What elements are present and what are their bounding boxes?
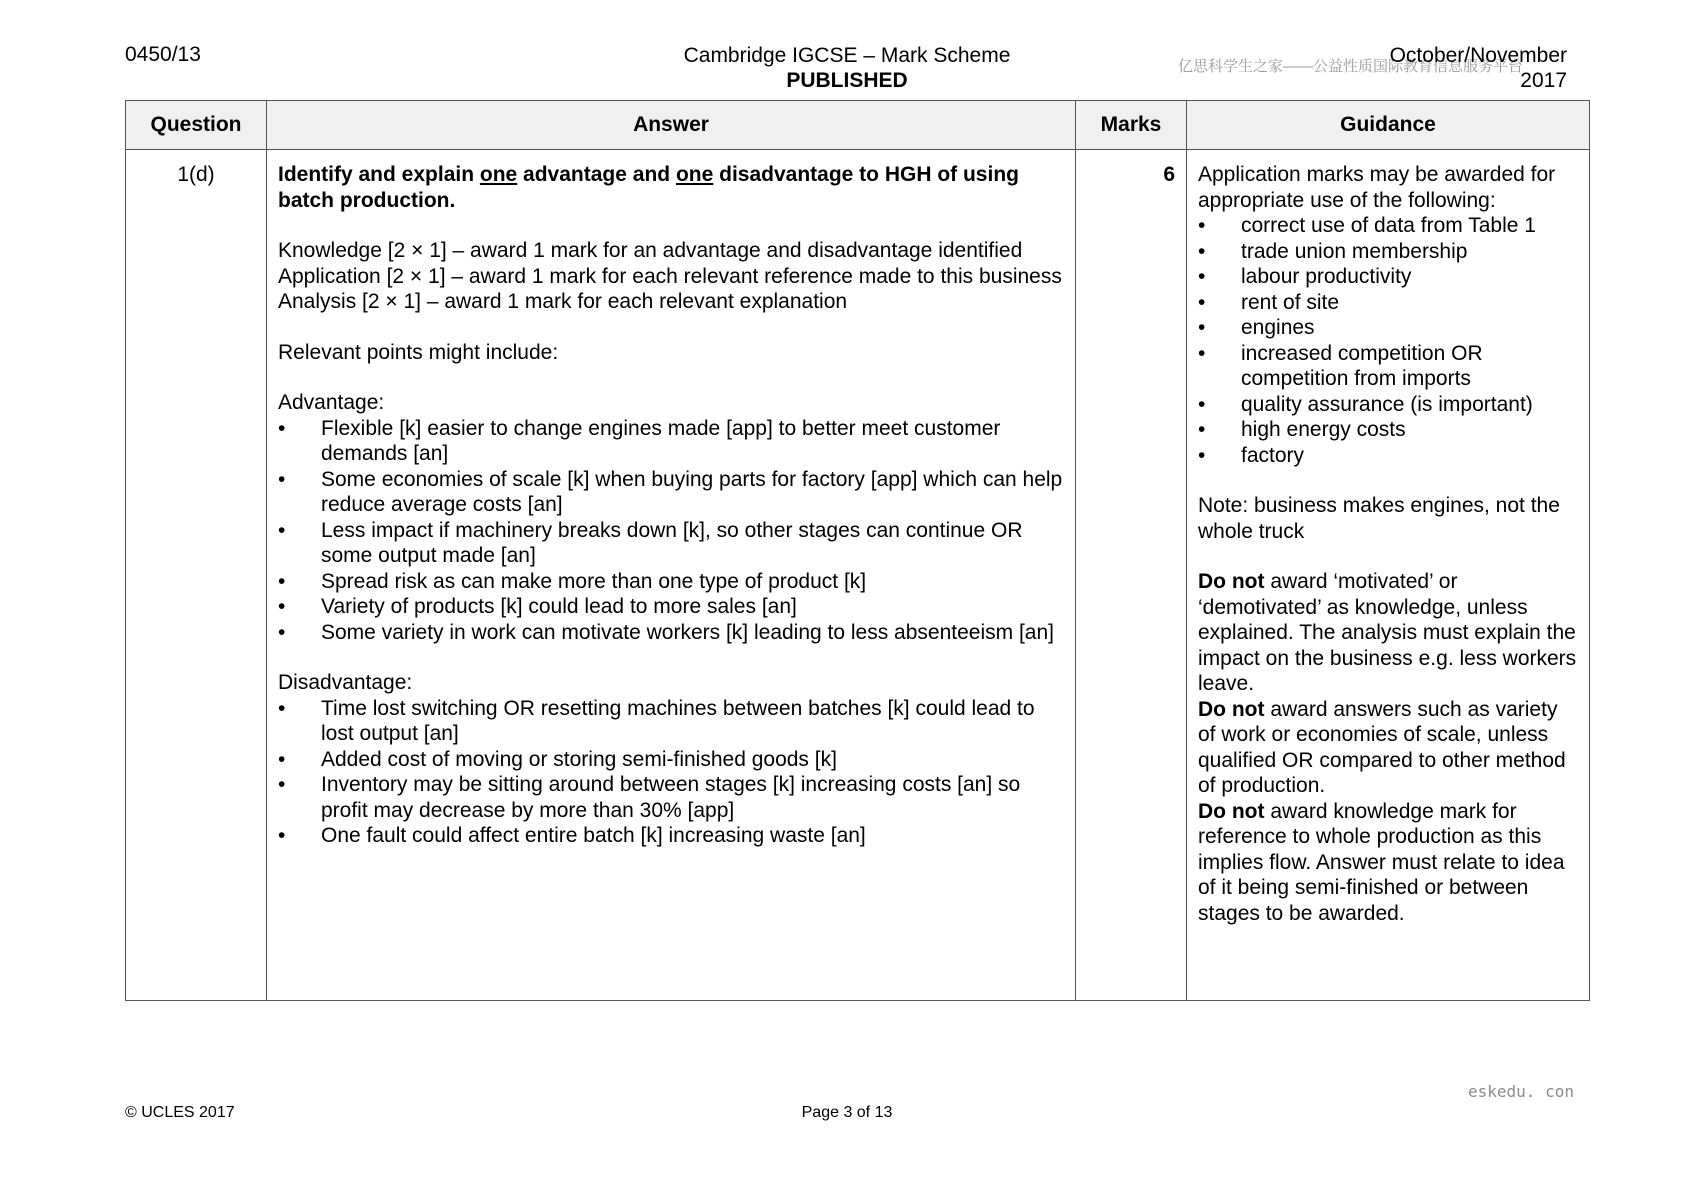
disadvantage-heading: Disadvantage: [278, 671, 413, 694]
answer-cell [267, 150, 1076, 1001]
list-item: • trade union membership [1198, 239, 1578, 265]
published-label: PUBLISHED [786, 69, 908, 92]
guidance-column-header: Guidance [1187, 101, 1590, 150]
paper-code: 0450/13 [125, 43, 201, 66]
list-item: • Some variety in work can motivate workers [k] leading to less absenteeism [an] [278, 620, 1064, 646]
exam-session [1390, 43, 1567, 93]
list-item: • Added cost of moving or storing semi-finished goods [k] [278, 747, 1064, 773]
guidance-do-not-2: Do not award answers such as variety of work or economies of scale, unless qualified OR compared to other method of production. [1198, 697, 1566, 797]
list-item: • Some economies of scale [k] when buying parts for factory [app] which can help reduce average costs [an] [278, 467, 1064, 518]
guidance-do-not-3: Do not award knowledge mark for reference to whole production as this implies flow. Answer must relate to idea of it being semi-finished or between stages to be awarded. [1198, 799, 1565, 925]
analysis-criterion: Analysis [2 × 1] – award 1 mark for each relevant explanation [278, 290, 848, 313]
marks-value: 6 [1076, 150, 1187, 1001]
list-item: • labour productivity [1198, 264, 1578, 290]
list-item: • One fault could affect entire batch [k] increasing waste [an] [278, 823, 1064, 849]
guidance-do-not-1: Do not award ‘motivated’ or ‘demotivated’ as knowledge, unless explained. The analysis must explain the impact on the business e.g. less workers leave. [1198, 570, 1577, 695]
knowledge-criterion: Knowledge [2 × 1] – award 1 mark for an advantage and disadvantage identified [278, 239, 1023, 262]
guidance-cell [1187, 150, 1590, 1001]
copyright: © UCLES 2017 [125, 1104, 235, 1121]
guidance-intro: Application marks may be awarded for appropriate use of the following: [1198, 163, 1556, 212]
list-item: • Time lost switching OR resetting machines between batches [k] could lead to lost output [an] [278, 696, 1064, 747]
question-number: 1(d) [126, 150, 267, 1001]
relevant-points-label: Relevant points might include: [278, 340, 559, 364]
question-column-header: Question [126, 101, 267, 150]
question-prompt: Identify and explain one advantage and one disadvantage to HGH of using batch production. [278, 163, 1019, 212]
marks-column-header: Marks [1076, 101, 1187, 150]
list-item: • factory [1198, 443, 1578, 469]
disadvantage-list [278, 696, 1064, 849]
list-item: • Inventory may be sitting around between stages [k] increasing costs [an] so profit may decrease by more than 30% [app] [278, 772, 1064, 823]
guidance-note: Note: business makes engines, not the whole truck [1198, 494, 1560, 543]
watermark-text: 亿思科学生之家——公益性质国际教育信息服务平台 [1178, 58, 1524, 75]
session-label: October/November [1389, 44, 1567, 67]
session-year: 2017 [1520, 69, 1567, 92]
document-title: Cambridge IGCSE – Mark Scheme [683, 44, 1011, 67]
site-watermark: eskedu. con [1468, 1082, 1574, 1101]
page-number: Page 3 of 13 [801, 1104, 893, 1121]
mark-scheme-table [125, 100, 1590, 1001]
list-item: • rent of site [1198, 290, 1578, 316]
application-criterion: Application [2 × 1] – award 1 mark for each relevant reference made to this business [278, 264, 1062, 288]
table-header-row [126, 101, 1590, 150]
list-item: • increased competition OR competition from imports [1198, 341, 1578, 392]
list-item: • Spread risk as can make more than one type of product [k] [278, 569, 1064, 595]
list-item: • quality assurance (is important) [1198, 392, 1578, 418]
answer-column-header: Answer [267, 101, 1076, 150]
list-item: • Variety of products [k] could lead to more sales [an] [278, 594, 1064, 620]
list-item: • correct use of data from Table 1 [1198, 213, 1578, 239]
advantage-list [278, 416, 1064, 646]
table-row [126, 150, 1590, 1001]
list-item: • Less impact if machinery breaks down [k], so other stages can continue OR some output made [an] [278, 518, 1064, 569]
list-item: • Flexible [k] easier to change engines made [app] to better meet customer demands [an] [278, 416, 1064, 467]
list-item: • high energy costs [1198, 417, 1578, 443]
list-item: • engines [1198, 315, 1578, 341]
guidance-list [1198, 213, 1578, 468]
advantage-heading: Advantage: [278, 391, 385, 414]
